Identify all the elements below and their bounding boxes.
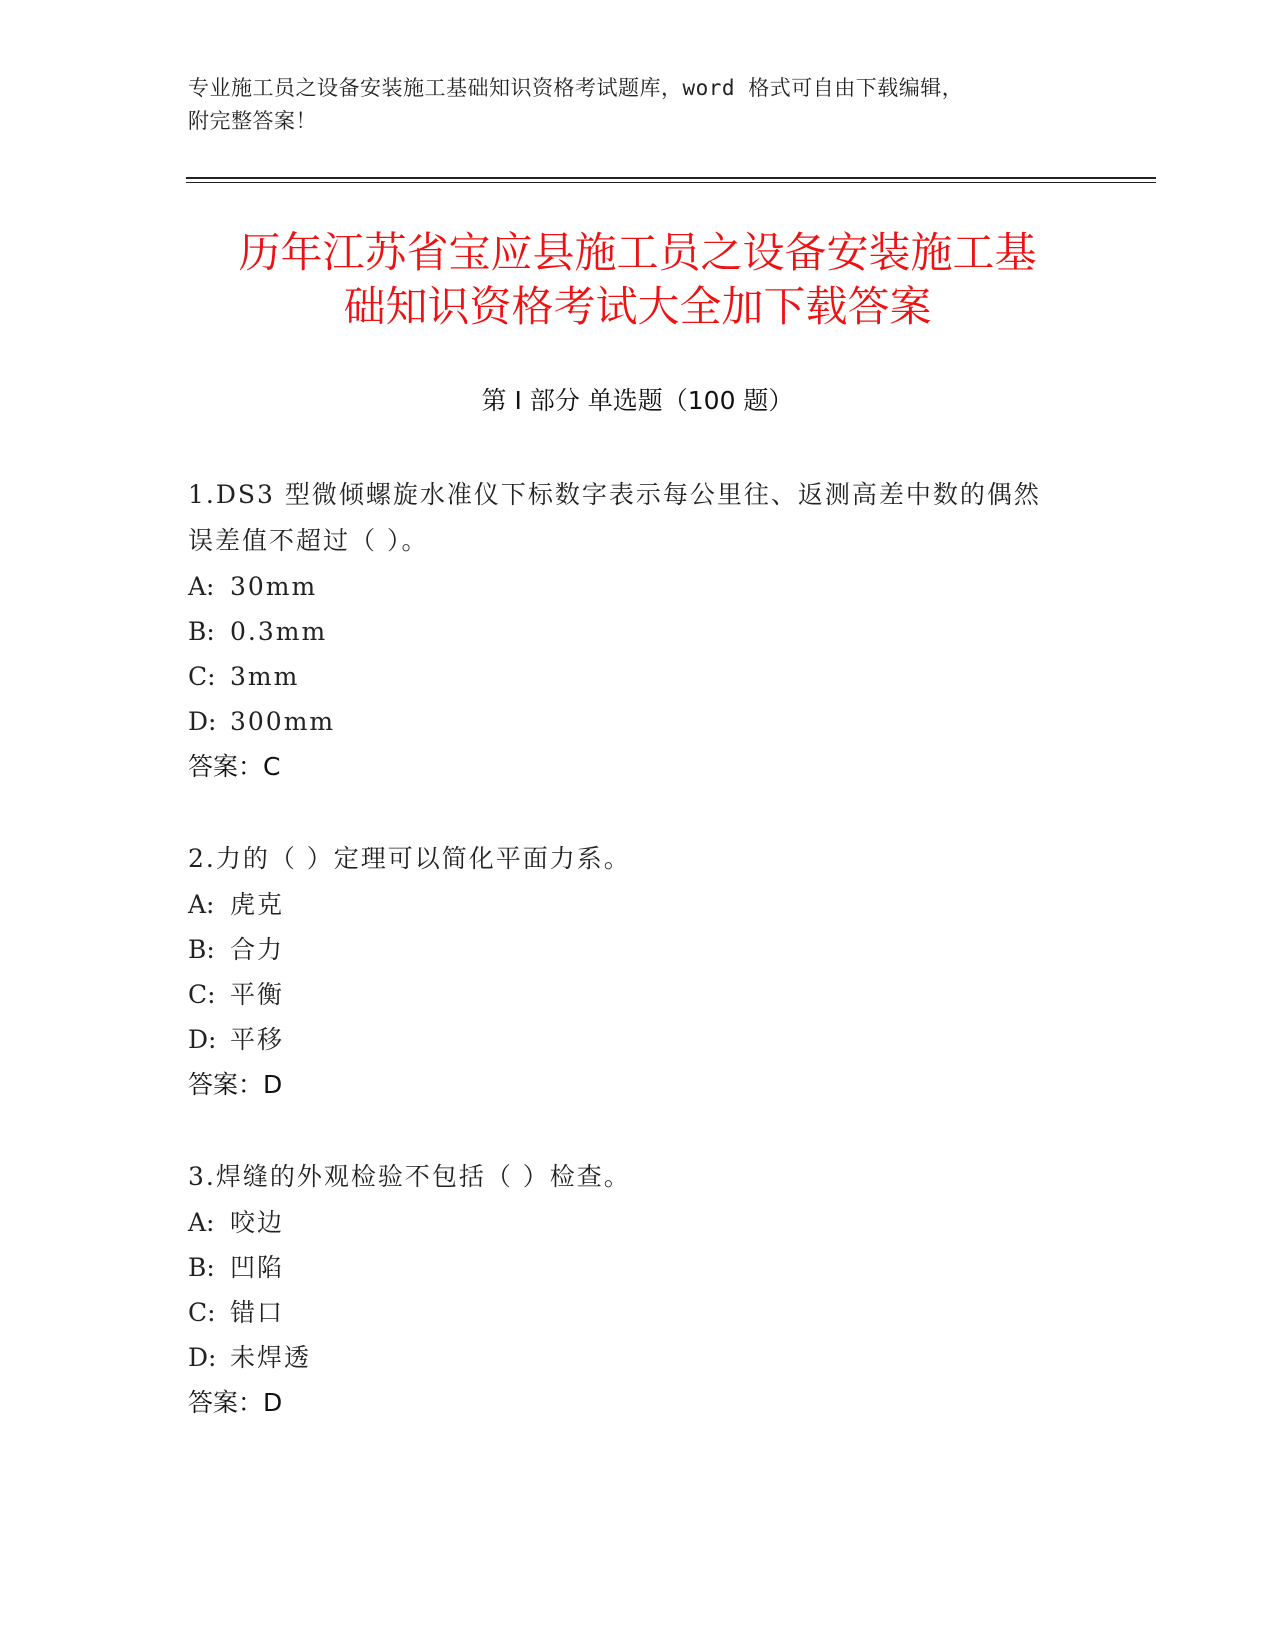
option-a [188, 882, 1088, 927]
question-list [188, 472, 1088, 1472]
option-key: D: [188, 1343, 217, 1372]
option-key: A: [188, 1208, 215, 1237]
option-text: 平移 [230, 1025, 285, 1054]
answer-line: 答案：C [188, 752, 281, 781]
document-title-line-2: 础知识资格考试大全加下载答案 [343, 282, 932, 331]
option-key: A: [188, 890, 215, 919]
question-2 [188, 836, 1088, 1108]
option-text: 凹陷 [230, 1253, 285, 1282]
option-text: 0.3mm [230, 617, 328, 646]
option-key: D: [188, 1025, 217, 1054]
option-key: B: [188, 1253, 215, 1282]
option-text: 咬边 [230, 1208, 285, 1237]
option-key: C: [188, 662, 216, 691]
question-stem: 3.焊缝的外观检验不包括（ ）检查。 [188, 1162, 631, 1191]
header-note-line-2: 附完整答案！ [188, 109, 317, 133]
question-3 [188, 1154, 1088, 1426]
header-note-line-1: 专业施工员之设备安装施工基础知识资格考试题库，word 格式可自由下载编辑， [188, 76, 964, 100]
option-text: 虎克 [230, 890, 285, 919]
question-stem: 2.力的（ ）定理可以简化平面力系。 [188, 844, 631, 873]
option-b [188, 1245, 1088, 1290]
option-text: 合力 [230, 935, 285, 964]
option-text: 未焊透 [230, 1343, 312, 1372]
document-title-line-1: 历年江苏省宝应县施工员之设备安装施工基 [238, 228, 1037, 277]
option-key: C: [188, 1298, 216, 1327]
option-d [188, 699, 1088, 744]
question-stem-continued: 误差值不超过（ ）。 [188, 526, 429, 555]
option-text: 平衡 [230, 980, 285, 1009]
header-divider-thin [186, 182, 1156, 183]
option-key: B: [188, 617, 215, 646]
option-d [188, 1017, 1088, 1062]
question-stem: 1.DS3 型微倾螺旋水准仪下标数字表示每公里往、返测高差中数的偶然 [188, 480, 1041, 509]
option-key: C: [188, 980, 216, 1009]
option-text: 错口 [230, 1298, 285, 1327]
document-title [150, 226, 1125, 334]
question-1 [188, 472, 1088, 790]
option-key: B: [188, 935, 215, 964]
option-text: 30mm [230, 572, 318, 601]
option-c [188, 972, 1088, 1017]
header-divider-thick [186, 177, 1156, 179]
option-d [188, 1335, 1088, 1380]
answer-line: 答案：D [188, 1070, 283, 1099]
option-key: D: [188, 707, 217, 736]
option-a [188, 564, 1088, 609]
answer-line: 答案：D [188, 1388, 283, 1417]
section-title: 第 I 部分 单选题（100 题） [481, 386, 794, 415]
option-key: A: [188, 572, 215, 601]
option-text: 3mm [230, 662, 300, 691]
option-b [188, 609, 1088, 654]
option-a [188, 1200, 1088, 1245]
header-note [188, 72, 1088, 138]
option-c [188, 654, 1088, 699]
option-b [188, 927, 1088, 972]
option-text: 300mm [230, 707, 336, 736]
option-c [188, 1290, 1088, 1335]
